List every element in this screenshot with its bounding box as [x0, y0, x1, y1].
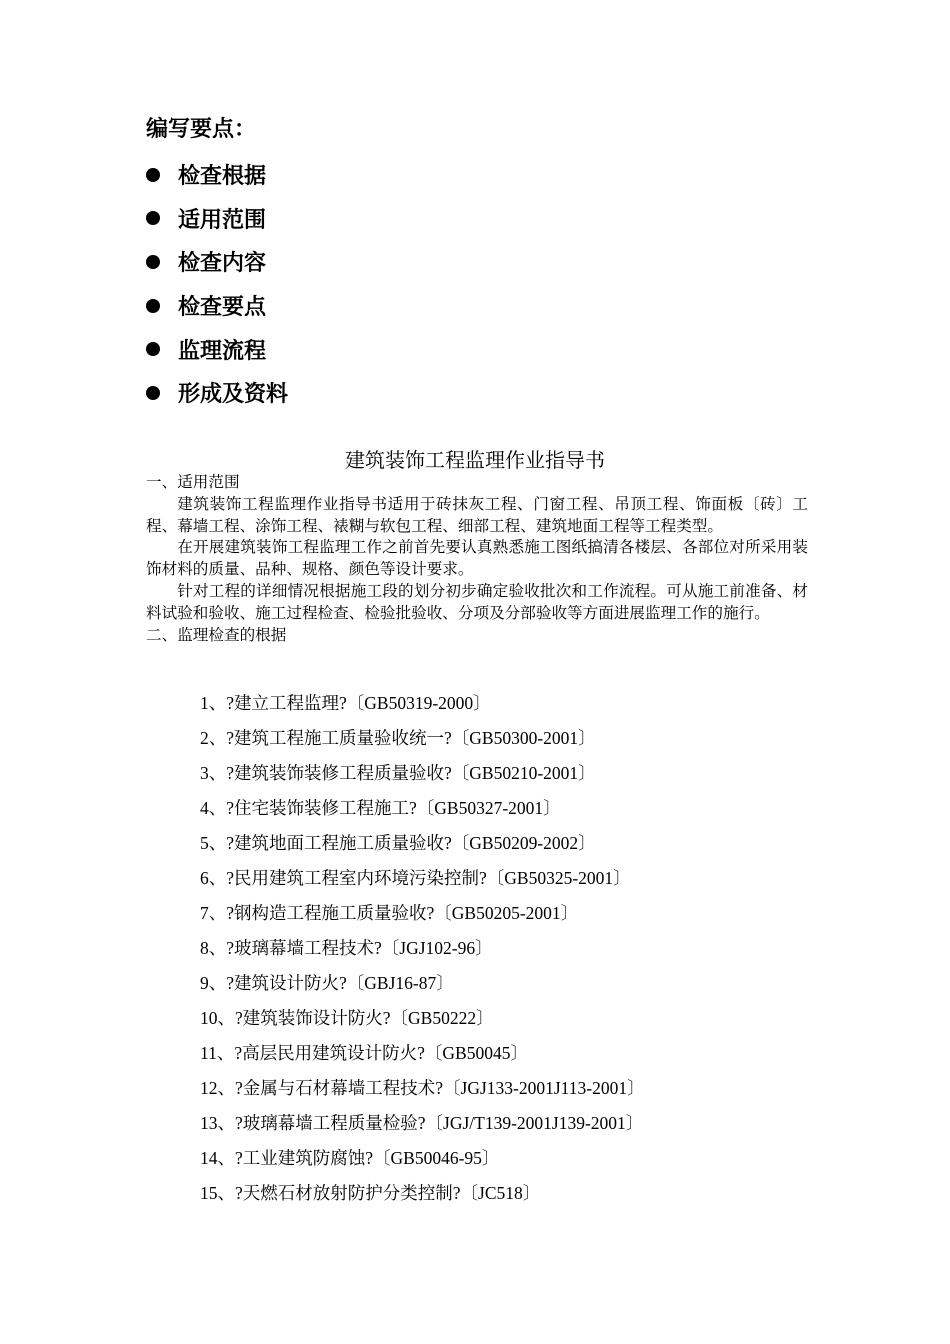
bullet-icon — [146, 168, 160, 182]
reference-item: 1、?建立工程监理?〔GB50319-2000〕 — [200, 693, 491, 713]
reference-item: 9、?建筑设计防火?〔GBJ16-87〕 — [200, 973, 454, 993]
document-title: 建筑装饰工程监理作业指导书 — [345, 448, 605, 472]
reference-item: 10、?建筑装饰设计防火?〔GB50222〕 — [200, 1008, 494, 1028]
reference-list — [200, 690, 645, 1215]
reference-item: 13、?玻璃幕墙工程质量检验?〔JGJ/T139-2001J139-2001〕 — [200, 1113, 644, 1133]
key-point-label: 形成及资料 — [178, 382, 289, 408]
key-point-label: 检查根据 — [178, 164, 267, 190]
reference-item: 12、?金属与石材幕墙工程技术?〔JGJ133-2001J113-2001〕 — [200, 1078, 645, 1098]
reference-item: 14、?工业建筑防腐蚀?〔GB50046-95〕 — [200, 1148, 500, 1168]
key-point-item — [146, 240, 288, 284]
section-title: 二、监理检查的根据 — [146, 625, 287, 644]
reference-item: 2、?建筑工程施工质量验收统一?〔GB50300-2001〕 — [200, 728, 596, 748]
reference-item: 4、?住宅装饰装修工程施工?〔GB50327-2001〕 — [200, 798, 561, 818]
key-point-item — [146, 153, 288, 197]
reference-item: 3、?建筑装饰装修工程质量验收?〔GB50210-2001〕 — [200, 763, 596, 783]
bullet-icon — [146, 255, 160, 269]
key-point-label: 适用范围 — [178, 207, 267, 233]
key-point-item — [146, 371, 288, 415]
reference-item: 11、?高层民用建筑设计防火?〔GB50045〕 — [200, 1043, 528, 1063]
key-point-item — [146, 284, 288, 328]
key-points-heading: 编写要点： — [146, 117, 257, 142]
paragraph: 在开展建筑装饰工程监理工作之前首先要认真熟悉施工图纸搞清各楼层、各部位对所采用装饰材料的质量、品种、规格、颜色等设计要求。 — [146, 538, 808, 579]
reference-item: 7、?钢构造工程施工质量验收?〔GB50205-2001〕 — [200, 903, 579, 923]
key-point-label: 监理流程 — [178, 338, 267, 364]
reference-item: 6、?民用建筑工程室内环境污染控制?〔GB50325-2001〕 — [200, 868, 631, 888]
bullet-icon — [146, 299, 160, 313]
key-point-item — [146, 327, 288, 371]
bullet-icon — [146, 342, 160, 356]
key-point-label: 检查内容 — [178, 251, 267, 277]
bullet-icon — [146, 211, 160, 225]
bullet-icon — [146, 386, 160, 400]
paragraph: 建筑装饰工程监理作业指导书适用于砖抹灰工程、门窗工程、吊顶工程、饰面板〔砖〕工程、幕墙工程、涂饰工程、裱糊与软包工程、细部工程、建筑地面工程等工程类型。 — [146, 494, 808, 535]
key-points-list — [146, 153, 288, 415]
key-point-label: 检查要点 — [178, 295, 267, 321]
section-title: 一、适用范围 — [146, 473, 240, 491]
section-scope — [146, 472, 808, 646]
reference-item: 5、?建筑地面工程施工质量验收?〔GB50209-2002〕 — [200, 833, 596, 853]
paragraph: 针对工程的详细情况根据施工段的划分初步确定验收批次和工作流程。可从施工前准备、材料试验和验收、施工过程检查、检验批验收、分项及分部验收等方面进展监理工作的施行。 — [146, 581, 808, 622]
key-point-item — [146, 197, 288, 241]
reference-item: 15、?天燃石材放射防护分类控制?〔JC518〕 — [200, 1183, 541, 1203]
reference-item: 8、?玻璃幕墙工程技术?〔JGJ102-96〕 — [200, 938, 493, 958]
